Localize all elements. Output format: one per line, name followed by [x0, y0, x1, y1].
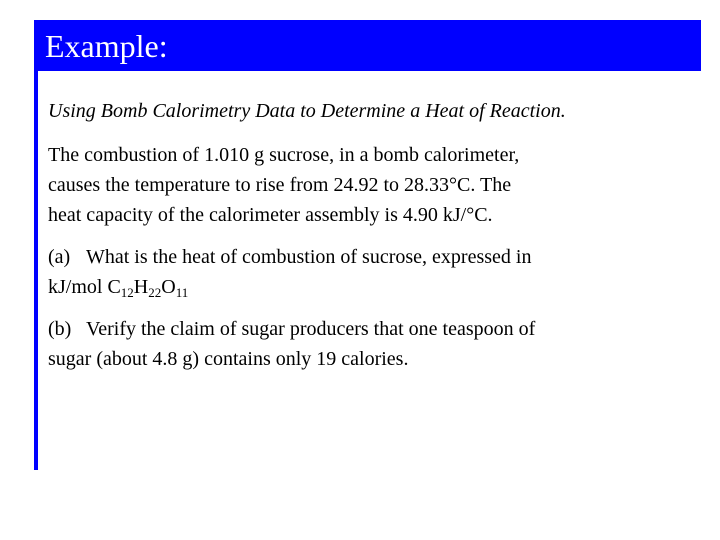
question-a-line-2	[48, 272, 688, 302]
question-b-line-2: sugar (about 4.8 g) contains only 19 calories.	[48, 348, 409, 370]
formula-h: H	[133, 276, 149, 298]
formula-o: O	[161, 276, 176, 298]
problem-statement	[48, 140, 688, 230]
slide-title: Example:	[45, 28, 168, 64]
question-a-label: (a)	[48, 246, 71, 268]
problem-line-1: The combustion of 1.010 g sucrose, in a bomb calorimeter,	[48, 144, 520, 166]
slide-body	[48, 96, 688, 386]
formula-subscript-h: 22	[148, 285, 162, 300]
title-bar	[36, 20, 701, 71]
problem-line-2: causes the temperature to rise from 24.92 to 28.33°C. The	[48, 174, 512, 196]
question-a	[48, 242, 688, 302]
formula-subscript-c: 12	[120, 285, 134, 300]
problem-line-3: heat capacity of the calorimeter assembly is 4.90 kJ/°C.	[48, 204, 493, 226]
question-b	[48, 314, 688, 374]
question-a-unit: kJ/mol C	[48, 276, 121, 298]
question-a-line-1: What is the heat of combustion of sucrose, expressed in	[86, 246, 532, 268]
question-b-line-1: Verify the claim of sugar producers that one teaspoon of	[86, 318, 536, 340]
slide-subtitle: Using Bomb Calorimetry Data to Determine a Heat of Reaction.	[48, 100, 566, 122]
question-b-label: (b)	[48, 318, 72, 340]
left-accent-rule	[34, 20, 38, 470]
formula-subscript-o: 11	[175, 285, 189, 300]
